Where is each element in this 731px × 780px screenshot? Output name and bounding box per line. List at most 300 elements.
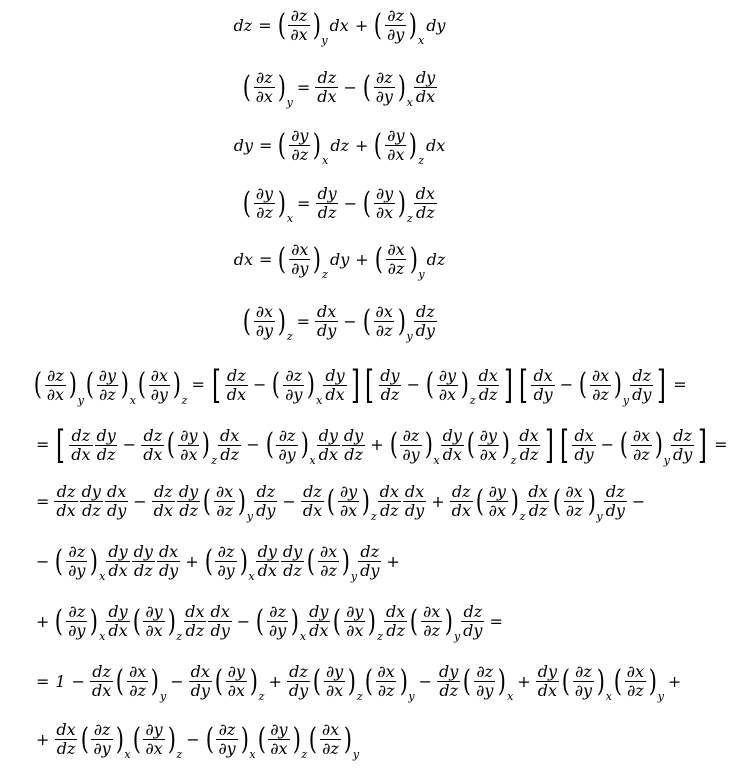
fraction <box>536 664 559 699</box>
right-paren: ) <box>501 427 510 462</box>
fraction <box>671 425 694 464</box>
held-constant-subscript: x <box>299 630 307 643</box>
denominator: dy <box>533 384 553 404</box>
numerator: dy <box>257 542 277 561</box>
denominator: ∂y <box>217 561 235 580</box>
partial-derivative-group <box>131 602 183 643</box>
left-paren: ( <box>278 127 287 163</box>
math-operator: − <box>343 77 357 97</box>
partial-derivative-group <box>388 425 440 467</box>
partial-derivative-group <box>461 662 514 703</box>
fraction <box>254 70 275 105</box>
math-term: dy <box>329 249 350 269</box>
held-constant-subscript: x <box>248 570 255 583</box>
numerator: ∂x <box>291 240 309 259</box>
denominator: dy <box>360 561 380 580</box>
denominator: dy <box>106 501 127 520</box>
right-paren: ) <box>313 127 322 163</box>
math-operator: + <box>185 551 199 571</box>
fraction <box>189 664 212 699</box>
held-constant-subscript: x <box>316 393 323 407</box>
fraction <box>225 365 248 404</box>
numerator: dx <box>379 482 399 501</box>
left-paren: ( <box>374 127 383 163</box>
numerator: ∂y <box>98 365 116 385</box>
left-paren: ( <box>242 303 252 339</box>
left-paren: ( <box>362 69 371 105</box>
numerator: ∂x <box>321 720 340 739</box>
numerator: dx <box>533 365 553 385</box>
denominator: ∂x <box>270 739 288 758</box>
partial-derivative-group <box>361 184 413 225</box>
right-paren: ) <box>347 663 357 699</box>
denominator: ∂z <box>633 444 650 464</box>
fraction <box>177 484 200 519</box>
held-constant-subscript: y <box>246 510 254 523</box>
fraction <box>267 604 288 639</box>
right-paren: ) <box>68 367 77 402</box>
fraction <box>152 484 175 519</box>
held-constant-subscript: z <box>469 393 476 407</box>
math-operator: − <box>252 375 267 394</box>
right-paren: ) <box>151 663 160 699</box>
math-operator: + <box>431 491 445 511</box>
equation <box>32 662 685 703</box>
equation <box>0 68 679 109</box>
right-paren: ) <box>399 663 408 699</box>
right-paren: ) <box>277 303 287 339</box>
left-paren: ( <box>33 367 42 402</box>
math-operator: − <box>631 491 646 511</box>
left-paren: ( <box>578 367 588 402</box>
fraction <box>276 425 297 464</box>
numerator: ∂y <box>145 602 163 621</box>
right-paren: ) <box>90 603 99 639</box>
fraction <box>318 544 339 579</box>
math-operator: = <box>259 135 273 155</box>
fraction <box>358 544 381 579</box>
right-paren: ) <box>307 367 316 402</box>
left-paren: ( <box>255 603 265 639</box>
fraction <box>143 604 164 639</box>
equation <box>0 126 679 167</box>
numerator: ∂z <box>387 6 404 25</box>
math-operator: + <box>355 135 369 155</box>
fraction <box>95 425 118 464</box>
denominator: ∂y <box>291 259 309 278</box>
math-operator: = <box>673 375 687 394</box>
left-paren: ( <box>242 185 252 221</box>
math-operator: − <box>406 375 420 394</box>
fraction <box>106 604 129 639</box>
fraction <box>91 722 112 757</box>
left-paren: ( <box>306 543 316 579</box>
numerator: ∂z <box>47 365 64 385</box>
math-operator: = <box>36 671 50 691</box>
denominator: dx <box>56 501 76 520</box>
numerator: dy <box>96 425 116 445</box>
numerator: dz <box>303 482 322 501</box>
math-operator: + <box>370 435 384 454</box>
denominator: ∂y <box>386 25 405 44</box>
equation <box>32 482 649 523</box>
left-paren: ( <box>463 663 472 699</box>
fraction <box>289 242 310 277</box>
numerator: ∂x <box>632 425 651 445</box>
numerator: dx <box>106 482 127 501</box>
denominator: ∂z <box>626 681 644 700</box>
numerator: dy <box>282 542 303 561</box>
numerator: ∂x <box>375 302 393 321</box>
fraction <box>526 484 549 519</box>
denominator: dy <box>632 384 652 404</box>
left-paren: ( <box>466 427 475 462</box>
denominator: ∂z <box>387 259 405 278</box>
numerator: dy <box>317 184 337 203</box>
numerator: dz <box>256 482 276 501</box>
fraction <box>66 604 87 639</box>
fraction <box>268 722 289 757</box>
numerator: ∂z <box>285 365 303 385</box>
left-paren: ( <box>205 721 214 757</box>
right-paren: ) <box>202 427 211 462</box>
denominator: dz <box>379 501 399 520</box>
held-constant-subscript: z <box>377 630 383 643</box>
denominator: dy <box>158 561 179 580</box>
partial-derivative-group <box>618 425 670 467</box>
fraction <box>226 664 247 699</box>
denominator: dz <box>283 561 302 580</box>
left-paren: ( <box>619 427 628 462</box>
denominator: ∂x <box>339 501 358 520</box>
left-paren: ( <box>132 721 141 757</box>
numerator: dy <box>442 425 462 445</box>
partial-derivative-group <box>270 365 323 407</box>
fraction <box>254 186 275 221</box>
denominator: ∂y <box>278 444 296 464</box>
held-constant-subscript: y <box>622 393 630 407</box>
math-term: dz <box>233 15 253 35</box>
fraction <box>573 664 594 699</box>
partial-derivative-group <box>465 425 517 467</box>
denominator: dy <box>463 621 483 640</box>
math-term: dx <box>426 135 446 155</box>
left-paren: ( <box>374 241 383 277</box>
denominator: ∂y <box>93 739 111 758</box>
held-constant-subscript: x <box>99 630 106 643</box>
partial-derivative-group <box>612 662 664 703</box>
left-paren: ( <box>308 721 318 757</box>
square-bracket: ] <box>350 363 360 407</box>
fraction <box>208 604 231 639</box>
fraction <box>69 425 92 464</box>
left-paren: ( <box>132 603 141 639</box>
held-constant-subscript: y <box>596 510 603 523</box>
denominator: dx <box>143 444 163 464</box>
denominator: dx <box>318 444 338 464</box>
equation <box>0 302 679 343</box>
denominator: dy <box>415 321 435 340</box>
numerator: dx <box>185 602 205 621</box>
denominator: dz <box>96 444 116 464</box>
partial-derivative-group <box>241 302 293 343</box>
numerator: dy <box>380 365 400 385</box>
denominator: dy <box>317 321 337 340</box>
numerator: ∂z <box>476 662 494 681</box>
numerator: ∂z <box>93 720 111 739</box>
fraction <box>254 484 277 519</box>
math-operator: − <box>246 435 260 454</box>
left-paren: ( <box>137 367 146 402</box>
left-paren: ( <box>85 367 94 402</box>
denominator: ∂y <box>375 87 393 106</box>
fraction <box>414 70 437 105</box>
fraction <box>216 722 237 757</box>
fraction <box>256 544 279 579</box>
fraction <box>183 604 206 639</box>
held-constant-subscript: y <box>408 690 415 703</box>
square-bracket: [ <box>559 423 569 467</box>
numerator: dz <box>415 302 435 321</box>
fraction <box>157 544 180 579</box>
partial-derivative-group <box>331 602 383 643</box>
fraction <box>281 544 304 579</box>
math-operator: + <box>667 671 682 691</box>
math-operator: = <box>36 435 50 454</box>
held-constant-subscript: y <box>657 690 664 703</box>
denominator: dx <box>309 621 329 640</box>
denominator: ∂y <box>68 621 86 640</box>
numerator: dz <box>673 425 692 445</box>
left-paren: ( <box>167 427 176 462</box>
right-paren: ) <box>596 663 605 699</box>
numerator: ∂z <box>575 662 592 681</box>
fraction <box>127 664 148 699</box>
numerator: dx <box>158 542 179 561</box>
denominator: dz <box>386 621 405 640</box>
math-term: dy <box>233 135 253 155</box>
left-paren: ( <box>409 603 419 639</box>
fraction <box>414 186 437 221</box>
denominator: ∂z <box>423 621 440 640</box>
partial-derivative-group <box>577 365 630 407</box>
right-paren: ) <box>397 69 406 105</box>
fraction <box>563 484 584 519</box>
numerator: dz <box>227 365 246 385</box>
fraction <box>178 425 199 464</box>
numerator: ∂z <box>278 425 296 445</box>
fraction <box>441 425 464 464</box>
held-constant-subscript: x <box>406 96 413 109</box>
fraction <box>214 484 235 519</box>
numerator: dz <box>451 482 471 501</box>
partial-derivative-group <box>311 662 363 703</box>
denominator: dx <box>302 501 323 520</box>
math-term: dz <box>426 249 446 269</box>
numerator: ∂y <box>255 184 274 203</box>
held-constant-subscript: y <box>453 630 461 643</box>
math-operator: + <box>517 671 531 691</box>
numerator: ∂y <box>387 126 405 145</box>
numerator: dz <box>605 482 625 501</box>
equation <box>32 363 691 407</box>
denominator: dx <box>317 87 337 106</box>
partial-derivative-group <box>204 720 256 761</box>
left-paren: ( <box>333 603 342 639</box>
left-paren: ( <box>278 241 287 277</box>
held-constant-subscript: y <box>406 330 413 343</box>
held-constant-subscript: z <box>181 393 188 407</box>
fraction <box>375 664 396 699</box>
fraction <box>105 484 128 519</box>
denominator: ∂z <box>320 561 337 580</box>
numerator: dz <box>463 602 483 621</box>
fraction <box>461 604 484 639</box>
numerator: dz <box>360 542 380 561</box>
held-constant-subscript: y <box>77 393 84 407</box>
right-paren: ) <box>409 7 418 43</box>
denominator: dz <box>133 561 153 580</box>
right-paren: ) <box>444 603 454 639</box>
denominator: dy <box>404 501 425 520</box>
math-operator: − <box>122 435 137 454</box>
fraction <box>477 365 500 404</box>
numerator: ∂y <box>375 184 394 203</box>
left-paren: ( <box>373 7 383 43</box>
denominator: ∂x <box>227 681 245 700</box>
math-term: 1 <box>55 671 66 691</box>
denominator: dy <box>210 621 230 640</box>
left-paren: ( <box>312 663 322 699</box>
denominator: ∂y <box>68 561 86 580</box>
denominator: dy <box>574 444 594 464</box>
equation <box>0 6 679 47</box>
numerator: dx <box>190 662 210 681</box>
denominator: ∂z <box>216 501 233 520</box>
numerator: dx <box>574 425 594 445</box>
math-term: dx <box>233 249 253 269</box>
partial-derivative-group <box>361 68 413 109</box>
numerator: ∂x <box>626 662 644 681</box>
denominator: dz <box>415 203 435 222</box>
partial-derivative-group <box>560 662 612 703</box>
math-operator: − <box>71 671 85 691</box>
math-operator: − <box>133 491 147 511</box>
fraction <box>474 664 495 699</box>
partial-derivative-group <box>424 365 476 407</box>
math-operator: = <box>297 193 311 213</box>
fraction <box>45 365 66 404</box>
math-operator: + <box>268 671 282 691</box>
fraction <box>132 544 155 579</box>
right-paren: ) <box>292 721 301 757</box>
fraction <box>315 186 338 221</box>
held-constant-subscript: z <box>510 453 517 467</box>
held-constant-subscript: x <box>124 748 131 761</box>
denominator: dz <box>81 501 101 520</box>
square-bracket: [ <box>211 363 221 407</box>
denominator: dy <box>288 681 309 700</box>
denominator: dx <box>153 501 173 520</box>
fraction <box>141 425 164 464</box>
denominator: ∂x <box>438 384 456 404</box>
equation <box>0 240 679 281</box>
denominator: dz <box>185 621 205 640</box>
right-paren: ) <box>424 427 433 462</box>
fraction <box>315 70 338 105</box>
math-term: dy <box>426 15 446 35</box>
denominator: dx <box>415 87 436 106</box>
held-constant-subscript: x <box>433 453 440 467</box>
denominator: ∂z <box>565 501 583 520</box>
numerator: ∂z <box>269 602 286 621</box>
math-operator: − <box>186 729 200 749</box>
numerator: ∂y <box>145 720 163 739</box>
right-paren: ) <box>409 241 418 277</box>
numerator: ∂x <box>255 302 274 321</box>
numerator: dx <box>404 482 425 501</box>
left-paren: ( <box>257 721 266 757</box>
right-paren: ) <box>277 69 286 105</box>
fraction <box>288 8 309 43</box>
left-paren: ( <box>202 483 212 519</box>
partial-derivative-group <box>114 662 167 703</box>
fraction <box>54 484 77 519</box>
left-paren: ( <box>116 663 125 699</box>
square-bracket: ] <box>503 363 513 407</box>
left-paren: ( <box>277 7 286 43</box>
numerator: dy <box>537 662 557 681</box>
held-constant-subscript: x <box>129 393 136 407</box>
denominator: ∂y <box>285 384 303 404</box>
numerator: dx <box>478 365 498 385</box>
numerator: dx <box>317 302 337 321</box>
held-constant-subscript: z <box>211 453 217 467</box>
denominator: dy <box>672 444 693 464</box>
numerator: dz <box>71 425 91 445</box>
partial-derivative-group <box>213 662 265 703</box>
denominator: ∂z <box>322 739 339 758</box>
numerator: dz <box>632 365 652 385</box>
numerator: dx <box>385 602 406 621</box>
math-operator: = <box>714 435 728 454</box>
denominator: dx <box>92 681 112 700</box>
held-constant-subscript: x <box>605 690 612 703</box>
right-paren: ) <box>397 303 406 339</box>
held-constant-subscript: y <box>418 268 425 281</box>
square-bracket: ] <box>544 423 554 467</box>
held-constant-subscript: x <box>249 748 256 761</box>
numerator: ∂y <box>227 662 245 681</box>
denominator: dx <box>325 384 345 404</box>
numerator: ∂y <box>346 602 364 621</box>
math-operator: = <box>489 611 503 631</box>
partial-derivative-group <box>551 482 603 523</box>
fraction <box>437 664 460 699</box>
denominator: ∂z <box>98 384 116 404</box>
right-paren: ) <box>312 7 321 43</box>
right-paren: ) <box>498 663 507 699</box>
equation <box>32 542 404 583</box>
denominator: ∂y <box>268 621 287 640</box>
left-paren: ( <box>475 483 484 519</box>
numerator: dy <box>81 482 101 501</box>
denominator: dz <box>439 681 459 700</box>
right-paren: ) <box>277 185 287 221</box>
left-paren: ( <box>425 367 434 402</box>
right-paren: ) <box>343 721 353 757</box>
left-paren: ( <box>326 483 336 519</box>
